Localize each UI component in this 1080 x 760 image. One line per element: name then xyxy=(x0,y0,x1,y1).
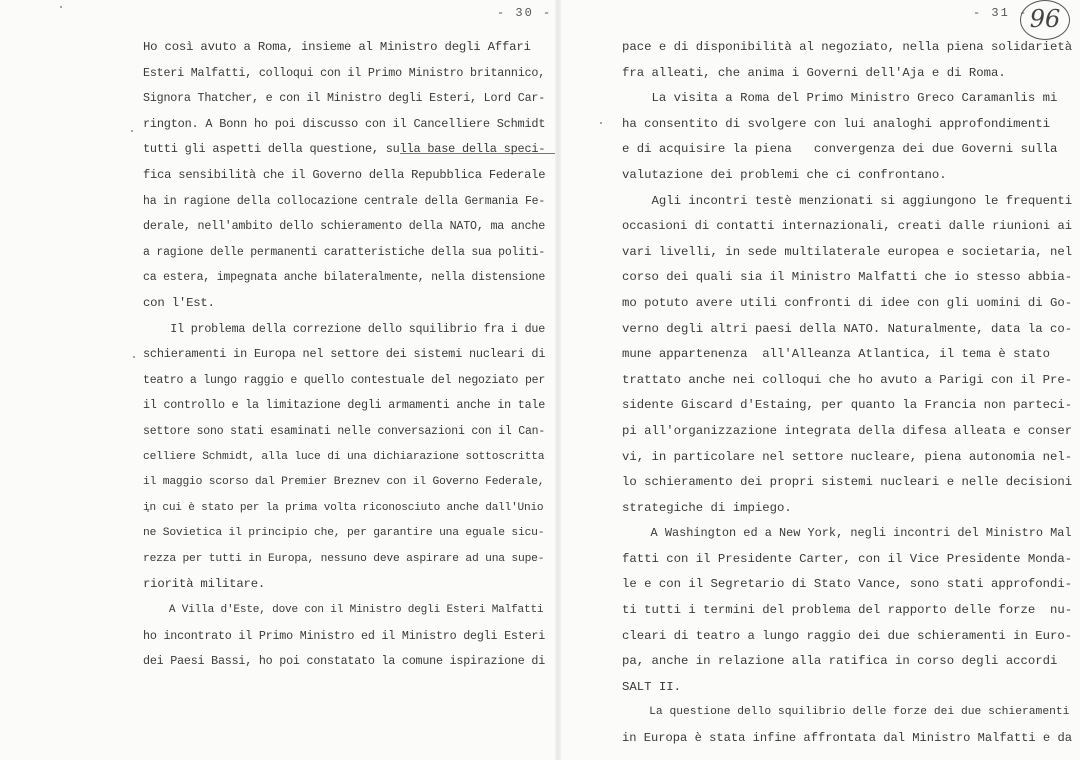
text-line: vari livelli, in sede multilaterale europea e societaria, nel xyxy=(622,244,1073,259)
text-line: con l'Est. xyxy=(143,295,215,310)
text-line: sidente Giscard d'Estaing, per quanto la Francia non parteci- xyxy=(622,398,1073,413)
text-line: ha in ragione della collocazione centrale della Germania Fe- xyxy=(143,194,546,208)
text-line: verno degli altri paesi della NATO. Naturalmente, data la co- xyxy=(622,321,1073,336)
speck xyxy=(60,6,62,8)
text-line: a ragione delle permanenti caratteristiche della sua politi- xyxy=(143,245,546,259)
text-line: A Villa d'Este, dove con il Ministro degli Esteri Malfatti xyxy=(143,604,544,617)
text-line: A Washington ed a New York, negli incontri del Ministro Mal xyxy=(622,526,1072,541)
speck xyxy=(600,122,602,124)
text-line: ti tutti i termini del problema del rapporto delle forze nu- xyxy=(622,603,1073,618)
left-text-block xyxy=(143,35,548,675)
text-line: La questione dello squilibrio delle forze dei due schieramenti xyxy=(622,706,1070,719)
text-line: Agli incontri testè menzionati si aggiungono le frequenti xyxy=(622,193,1073,208)
text-line: corso dei quali sia il Ministro Malfatti che io stesso abbia- xyxy=(622,270,1073,285)
text-line: il maggio scorso dal Premier Breznev con il Governo Federale, xyxy=(143,476,545,489)
text-line: il controllo e la limitazione degli armamenti anche in tale xyxy=(143,398,546,413)
text-line: Il problema della correzione dello squilibrio fra i due xyxy=(143,321,546,336)
text-line: mune appartenenza all'Alleanza Atlantica, il tema è stato xyxy=(622,347,1051,362)
text-line: rington. A Bonn ho poi discusso con il Cancelliere Schmidt xyxy=(143,116,546,131)
page-number-left: - 30 - xyxy=(497,6,553,20)
text-line: pi all'organizzazione integrata della difesa alleata e conser xyxy=(622,423,1073,438)
speck xyxy=(131,130,133,132)
text-line: lo schieramento dei propri sistemi nucleari e nelle decisioni xyxy=(622,475,1073,490)
text-line: cleari di teatro a lungo raggio dei due schieramenti in Euro- xyxy=(622,628,1073,643)
text-line: Ho così avuto a Roma, insieme al Ministro degli Affari xyxy=(143,40,531,54)
text-line: e di acquisire la piena convergenza dei due Governi sulla xyxy=(622,142,1058,157)
text-line: le e con il Segretario di Stato Vance, sono stati approfondi- xyxy=(622,577,1073,592)
right-text-block xyxy=(622,35,1072,752)
text-line: ho incontrato il Primo Ministro ed il Ministro degli Esteri xyxy=(143,628,546,643)
text-line: mo potuto avere utili confronti di idee con gli uomini di Go- xyxy=(622,295,1073,310)
text-line: SALT II. xyxy=(622,679,682,694)
text-line: La visita a Roma del Primo Ministro Greco Caramanlis mi xyxy=(622,91,1058,106)
text-line: valutazione dei problemi che ci confrontano. xyxy=(622,167,947,182)
text-line: strategiche di impiego. xyxy=(622,500,792,515)
text-line: teatro a lungo raggio e quello contestuale del negoziato per xyxy=(143,373,546,387)
right-page xyxy=(560,0,1080,760)
text-line: schieramenti in Europa nel settore dei sistemi nucleari di xyxy=(143,347,546,362)
text-line: trattato anche nei colloqui che ho avuto a Parigi con il Pre- xyxy=(622,372,1073,387)
text-line: pace e di disponibilità al negoziato, nella piena solidarietà xyxy=(622,40,1073,54)
text-line: tutti gli aspetti della questione, sulla base della speci- xyxy=(143,142,546,157)
text-line: derale, nell'ambito dello schieramento della NATO, ma anche xyxy=(143,219,546,234)
text-line: fra alleati, che anima i Governi dell'Aja e di Roma. xyxy=(622,65,1006,80)
text-line: Signora Thatcher, e con il Ministro degli Esteri, Lord Car- xyxy=(143,91,546,106)
text-line: ha consentito di svolgere con lui analoghi approfondimenti xyxy=(622,116,1051,131)
text-line: fica sensibilità che il Governo della Repubblica Federale xyxy=(143,167,546,182)
text-line: settore sono stati esaminati nelle conversazioni con il Can- xyxy=(143,424,546,438)
text-line: occasioni di contatti internazionali, creati dalle riunioni ai xyxy=(622,219,1072,234)
text-line: dei Paesi Bassi, ho poi constatato la comune ispirazione di xyxy=(143,654,546,669)
text-line: vi, in particolare nel settore nucleare, piena autonomia nel- xyxy=(622,449,1073,464)
text-line: in Europa è stata infine affrontata dal Ministro Malfatti e da xyxy=(622,731,1072,746)
speck xyxy=(133,356,135,358)
text-line: pa, anche in relazione alla ratifica in corso degli accordi xyxy=(622,654,1058,669)
page-number-right: - 31 - xyxy=(973,6,1029,20)
text-line: fatti con il Presidente Carter, con il Vice Presidente Monda- xyxy=(622,551,1073,566)
text-line: in cui è stato per la prima volta riconosciuto anche dall'Unio xyxy=(143,501,544,514)
text-line: celliere Schmidt, alla luce di una dichiarazione sottoscritta xyxy=(143,450,545,463)
circled-folio-stamp: 96 xyxy=(1020,0,1070,40)
text-line: Esteri Malfatti, colloqui con il Primo Ministro britannico, xyxy=(143,65,546,80)
text-line: ne Sovietica il principio che, per garantire una eguale sicu- xyxy=(143,527,545,540)
text-line: rezza per tutti in Europa, nessuno deve aspirare ad una supe- xyxy=(143,552,545,565)
text-line: riorità militare. xyxy=(143,577,266,592)
text-line: ca estera, impegnata anche bilateralmente, nella distensione xyxy=(143,271,546,285)
